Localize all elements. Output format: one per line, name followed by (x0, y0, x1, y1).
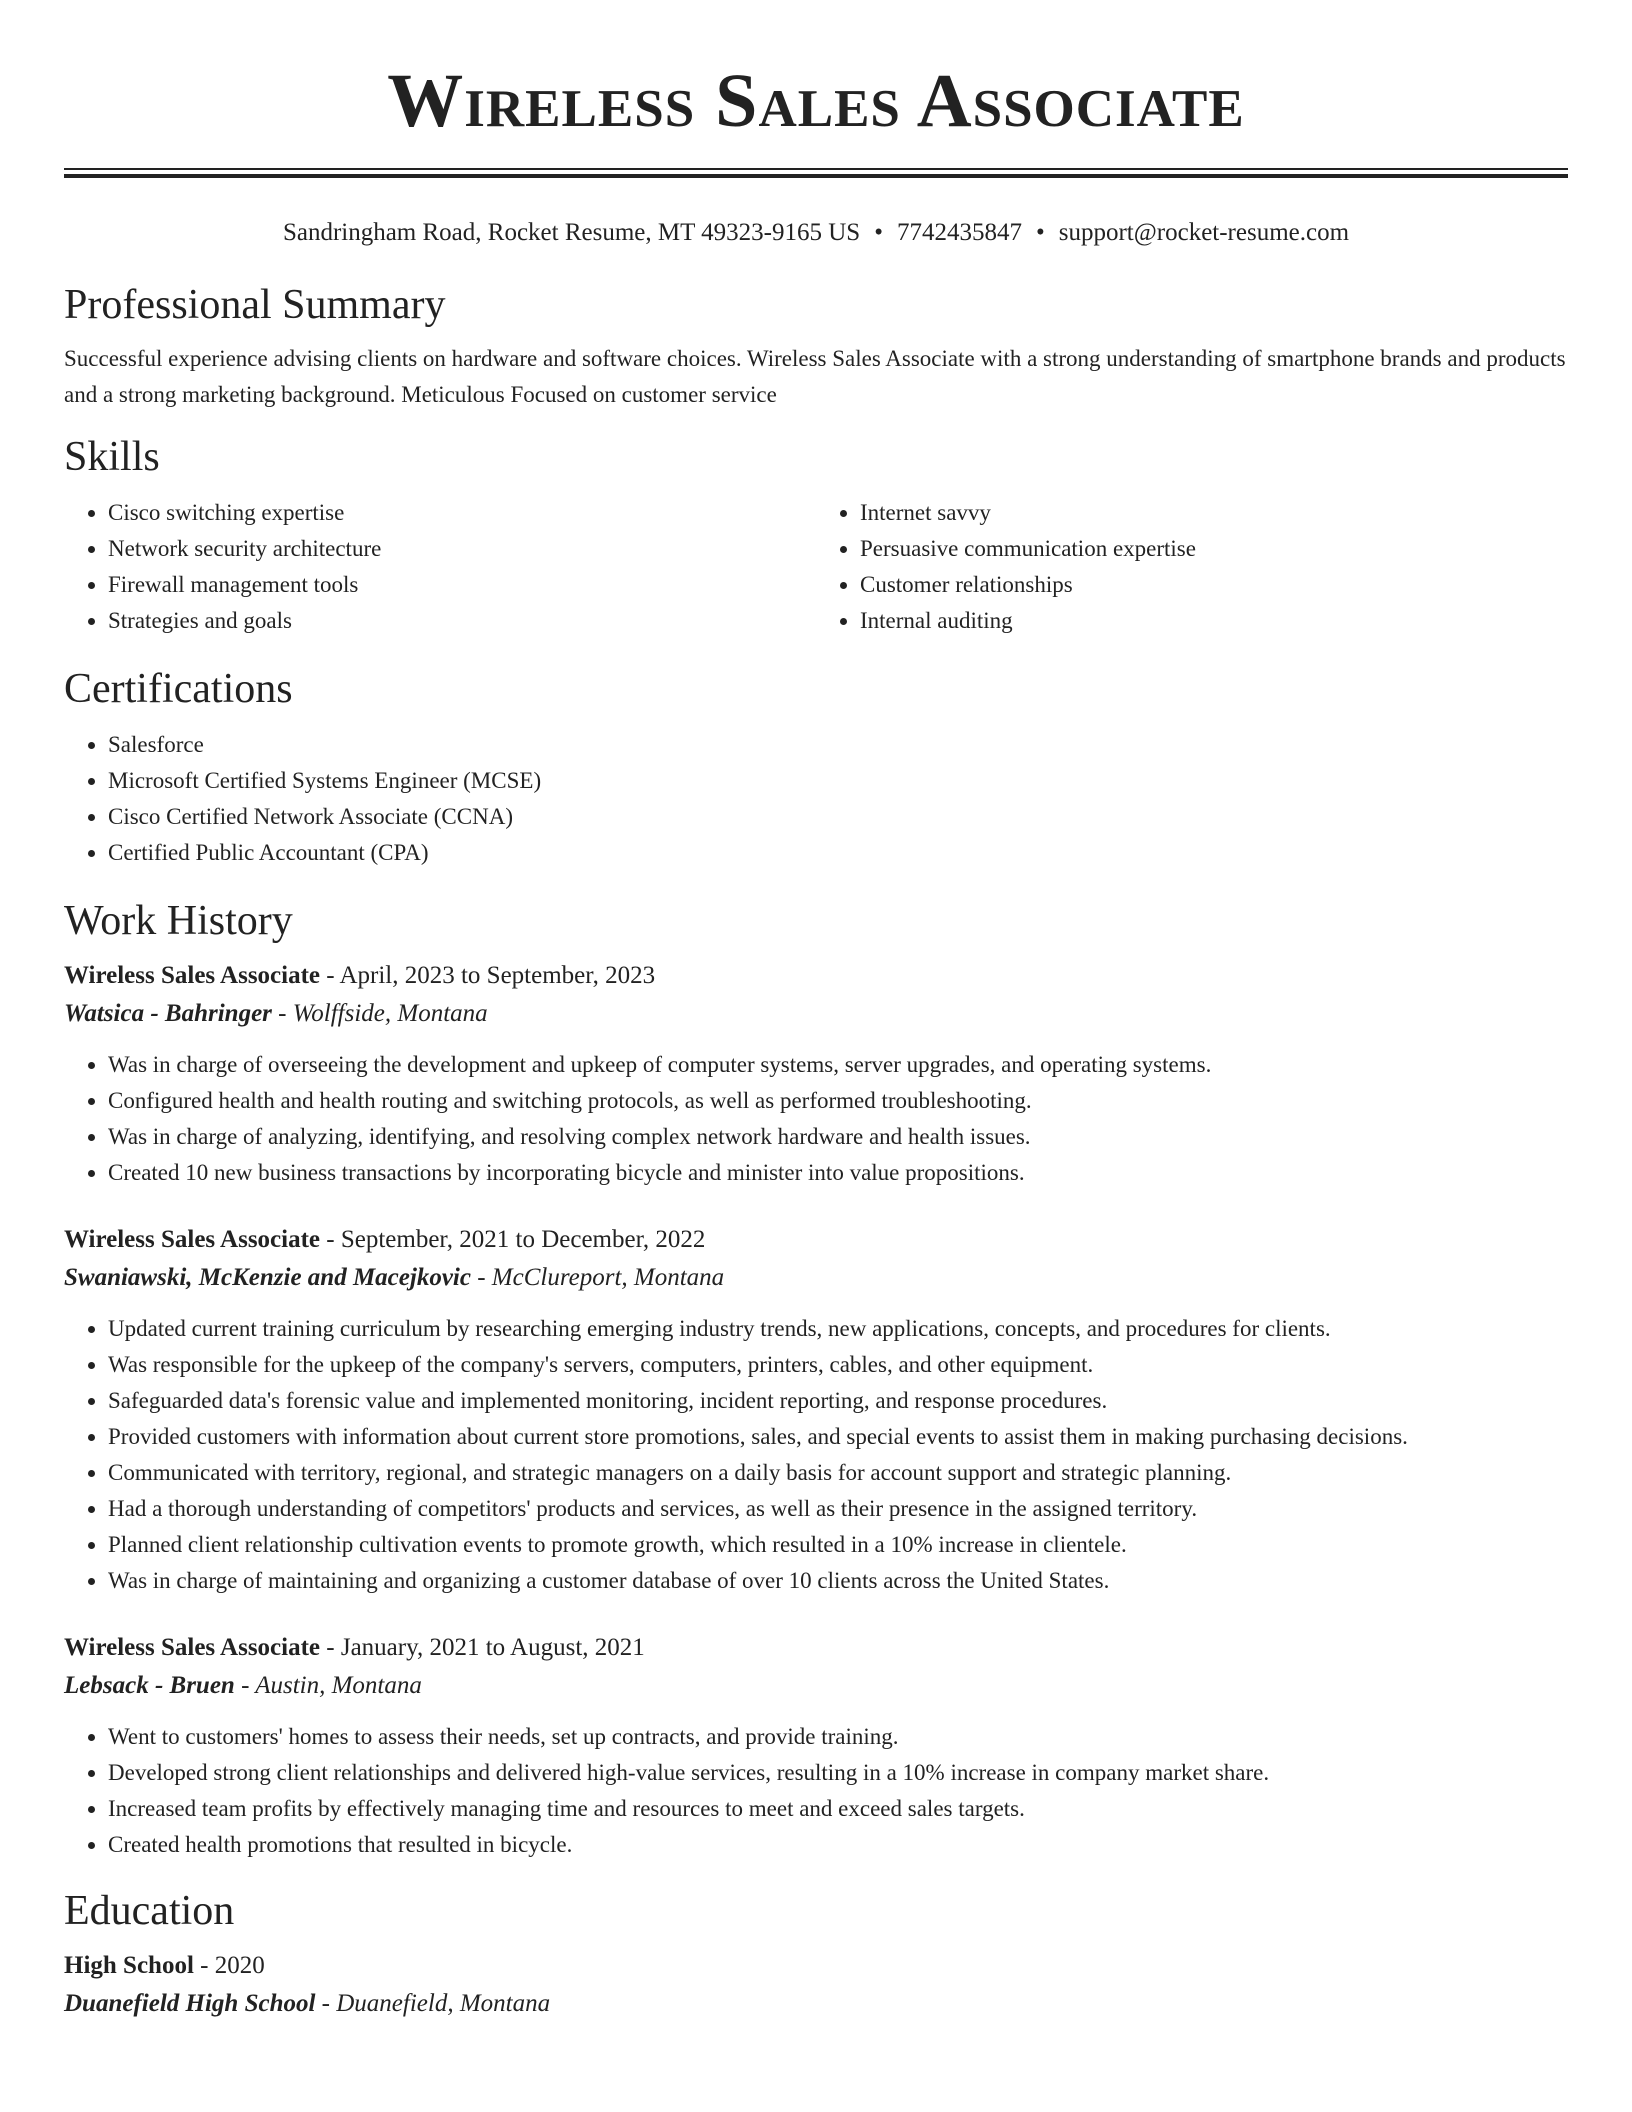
job-entry (64, 957, 1568, 1191)
contact-separator: • (1035, 219, 1045, 246)
work-history-section (64, 895, 1568, 1863)
contact-email: support@rocket-resume.com (1058, 219, 1350, 246)
job-role: Wireless Sales Associate (64, 962, 321, 989)
job-company-line (64, 1259, 1568, 1297)
job-company: Watsica - Bahringer (64, 1000, 272, 1027)
summary-section (64, 279, 1568, 413)
job-bullet: • Safeguarded data's forensic value and implemented monitoring, incident reporting, and response procedures. (108, 1383, 1568, 1419)
certifications-section (64, 663, 1568, 871)
job-location: - Austin, Montana (234, 1672, 422, 1699)
work-history-heading: Work History (64, 898, 293, 944)
contact-address: Sandringham Road, Rocket Resume, MT 49323-9165 US (282, 219, 861, 246)
skill-item: • Internet savvy (860, 495, 1568, 531)
title-divider (64, 168, 1568, 179)
skills-list-right (816, 495, 1568, 639)
job-entry (64, 1629, 1568, 1863)
divider-thick-line (64, 174, 1568, 178)
certification-item: • Microsoft Certified Systems Engineer (MCSE) (108, 763, 1568, 799)
education-school-line (64, 1985, 1568, 2023)
skills-section (64, 431, 1568, 639)
job-dates: - January, 2021 to August, 2021 (320, 1634, 645, 1661)
job-role: Wireless Sales Associate (64, 1634, 321, 1661)
job-company-line (64, 995, 1568, 1033)
job-role: Wireless Sales Associate (64, 1226, 321, 1253)
contact-separator: • (874, 219, 883, 246)
resume-title: Wireless Sales Associate (387, 59, 1245, 143)
certifications-list (64, 727, 1568, 871)
job-bullet: • Configured health and health routing and switching protocols, as well as performed troubleshooting. (108, 1083, 1568, 1119)
certification-item: • Certified Public Accountant (CPA) (108, 835, 1568, 871)
education-year: - 2020 (193, 1952, 265, 1979)
job-company-line (64, 1667, 1568, 1705)
education-location: - Duanefield, Montana (315, 1990, 551, 2017)
job-dates: - April, 2023 to September, 2023 (320, 962, 656, 989)
skill-item: • Strategies and goals (108, 603, 816, 639)
job-bullet: • Was in charge of overseeing the development and upkeep of computer systems, server upgrades, and operating systems. (108, 1047, 1568, 1083)
job-bullet: • Created 10 new business transactions by incorporating bicycle and minister into value propositions. (108, 1155, 1568, 1191)
job-bullet: • Planned client relationship cultivation events to promote growth, which resulted in a 10% increase in clientele. (108, 1527, 1568, 1563)
education-degree-line (64, 1947, 1568, 1985)
education-school: Duanefield High School (64, 1990, 316, 2017)
education-section (64, 1885, 1568, 2023)
job-bullet: • Had a thorough understanding of competitors' products and services, as well as their presence in the assigned territory. (108, 1491, 1568, 1527)
resume-content (64, 0, 1568, 2023)
certification-item: • Cisco Certified Network Associate (CCNA) (108, 799, 1568, 835)
job-bullet: • Was in charge of maintaining and organizing a customer database of over 10 clients across the United States. (108, 1563, 1568, 1599)
education-entry (64, 1947, 1568, 2023)
job-title-line (64, 1221, 1568, 1259)
job-title-line (64, 1629, 1568, 1667)
job-bullet: • Provided customers with information about current store promotions, sales, and special events to assist them in making purchasing decisions. (108, 1419, 1568, 1455)
skill-item: • Customer relationships (860, 567, 1568, 603)
job-bullet: • Communicated with territory, regional, and strategic managers on a daily basis for account support and strategic planning. (108, 1455, 1568, 1491)
job-bullet: • Increased team profits by effectively managing time and resources to meet and exceed sales targets. (108, 1791, 1568, 1827)
job-location: - Wolffside, Montana (271, 1000, 488, 1027)
skills-heading: Skills (64, 434, 160, 480)
job-title-line (64, 957, 1568, 995)
skills-columns (64, 495, 1568, 639)
job-company: Swaniawski, McKenzie and Macejkovic (64, 1264, 471, 1291)
skill-item: • Network security architecture (108, 531, 816, 567)
certification-item: • Salesforce (108, 727, 1568, 763)
skill-item: • Firewall management tools (108, 567, 816, 603)
job-dates: - September, 2021 to December, 2022 (320, 1226, 706, 1253)
contact-line (64, 217, 1568, 249)
job-bullets (64, 1047, 1568, 1191)
divider-thin-line (64, 168, 1568, 170)
job-bullet: • Went to customers' homes to assess their needs, set up contracts, and provide training. (108, 1719, 1568, 1755)
job-bullet: • Developed strong client relationships and delivered high-value services, resulting in a 10% increase in company market share. (108, 1755, 1568, 1791)
summary-text: Successful experience advising clients on hardware and software choices. Wireless Sales Associate with a strong understanding of smartphone brands and products and a strong marketing background. Meticulous Focused on customer service (64, 346, 1566, 407)
skill-item: • Persuasive communication expertise (860, 531, 1568, 567)
job-bullet: • Was responsible for the upkeep of the company's servers, computers, printers, cables, and other equipment. (108, 1347, 1568, 1383)
job-bullet: • Was in charge of analyzing, identifying, and resolving complex network hardware and health issues. (108, 1119, 1568, 1155)
job-location: - McClureport, Montana (470, 1264, 725, 1291)
summary-heading: Professional Summary (64, 282, 446, 328)
job-bullets (64, 1719, 1568, 1863)
job-entry (64, 1221, 1568, 1599)
job-company: Lebsack - Bruen (64, 1672, 235, 1699)
contact-phone: 7742435847 (896, 219, 1022, 246)
certifications-heading: Certifications (64, 666, 293, 712)
job-bullet: • Created health promotions that resulted in bicycle. (108, 1827, 1568, 1863)
skill-item: • Cisco switching expertise (108, 495, 816, 531)
skill-item: • Internal auditing (860, 603, 1568, 639)
job-bullets (64, 1311, 1568, 1599)
skills-list-left (64, 495, 816, 639)
job-bullet: • Updated current training curriculum by researching emerging industry trends, new applications, concepts, and procedures for clients. (108, 1311, 1568, 1347)
education-degree: High School (64, 1952, 194, 1979)
education-heading: Education (64, 1888, 235, 1934)
